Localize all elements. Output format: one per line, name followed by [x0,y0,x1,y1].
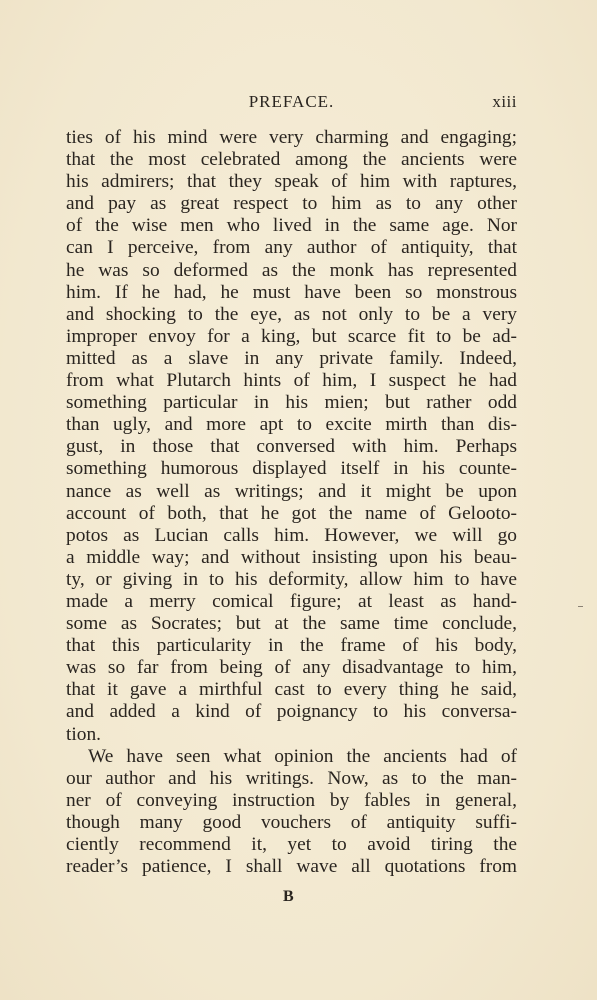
signature-mark: B [283,888,294,905]
text-line: his admirers; that they speak of him with raptures, [66,171,517,193]
text-line: We have seen what opinion the ancients had of [88,745,517,767]
text-line: and added a kind of poignancy to his conversa- [66,701,517,723]
text-line: reader’s patience, I shall wave all quotations from [66,856,517,878]
text-line: him. If he had, he must have been so monstrous [66,281,517,303]
text-line: some as Socrates; but at the same time conclude, [66,613,517,635]
text-line: ner of conveying instruction by fables in general, [66,789,517,811]
running-head [66,92,517,114]
text-line: our author and his writings. Now, as to the man- [66,767,517,789]
text-line: that this particularity in the frame of his body, [66,635,517,657]
text-line: ty, or giving in to his deformity, allow him to have [66,568,517,590]
text-line: tion. [66,723,102,745]
body-text [66,127,517,878]
text-line: and pay as great respect to him as to any other [66,193,517,215]
text-line: than ugly, and more apt to excite mirth than dis- [66,414,517,436]
text-line: account of both, that he got the name of Gelooto- [66,502,517,524]
text-line: ties of his mind were very charming and engaging; [66,127,517,148]
text-line: made a merry comical figure; at least as hand- [66,590,517,612]
text-line: that the most celebrated among the ancients were [66,149,517,171]
text-line: something humorous displayed itself in his counte- [66,458,517,480]
text-line: potos as Lucian calls him. However, we will go [66,524,517,546]
text-line: was so far from being of any disadvantage to him, [66,657,517,679]
text-line: ciently recommend it, yet to avoid tiring the [66,834,517,855]
text-line: improper envoy for a king, but scarce fit to be ad- [66,325,517,347]
text-line: something particular in his mien; but rather odd [66,392,517,414]
text-line: of the wise men who lived in the same age. Nor [66,215,517,237]
text-line: can I perceive, from any author of antiquity, that [66,237,517,259]
text-line: though many good vouchers of antiquity suffi- [66,811,517,833]
page-number: xiii [492,92,517,111]
running-head-title: PREFACE. [248,92,335,111]
text-line: he was so deformed as the monk has represented [66,259,517,281]
text-line: and shocking to the eye, as not only to be a very [66,303,517,325]
text-line: gust, in those that conversed with him. Perhaps [66,436,517,458]
text-line: that it gave a mirthful cast to every thing he said, [66,679,517,701]
text-line: from what Plutarch hints of him, I suspect he had [66,370,517,392]
text-line: a middle way; and without insisting upon his beau- [66,546,517,568]
text-line: mitted as a slave in any private family. Indeed, [66,347,517,369]
text-line: nance as well as writings; and it might be upon [66,480,517,502]
margin-mark [578,606,583,607]
